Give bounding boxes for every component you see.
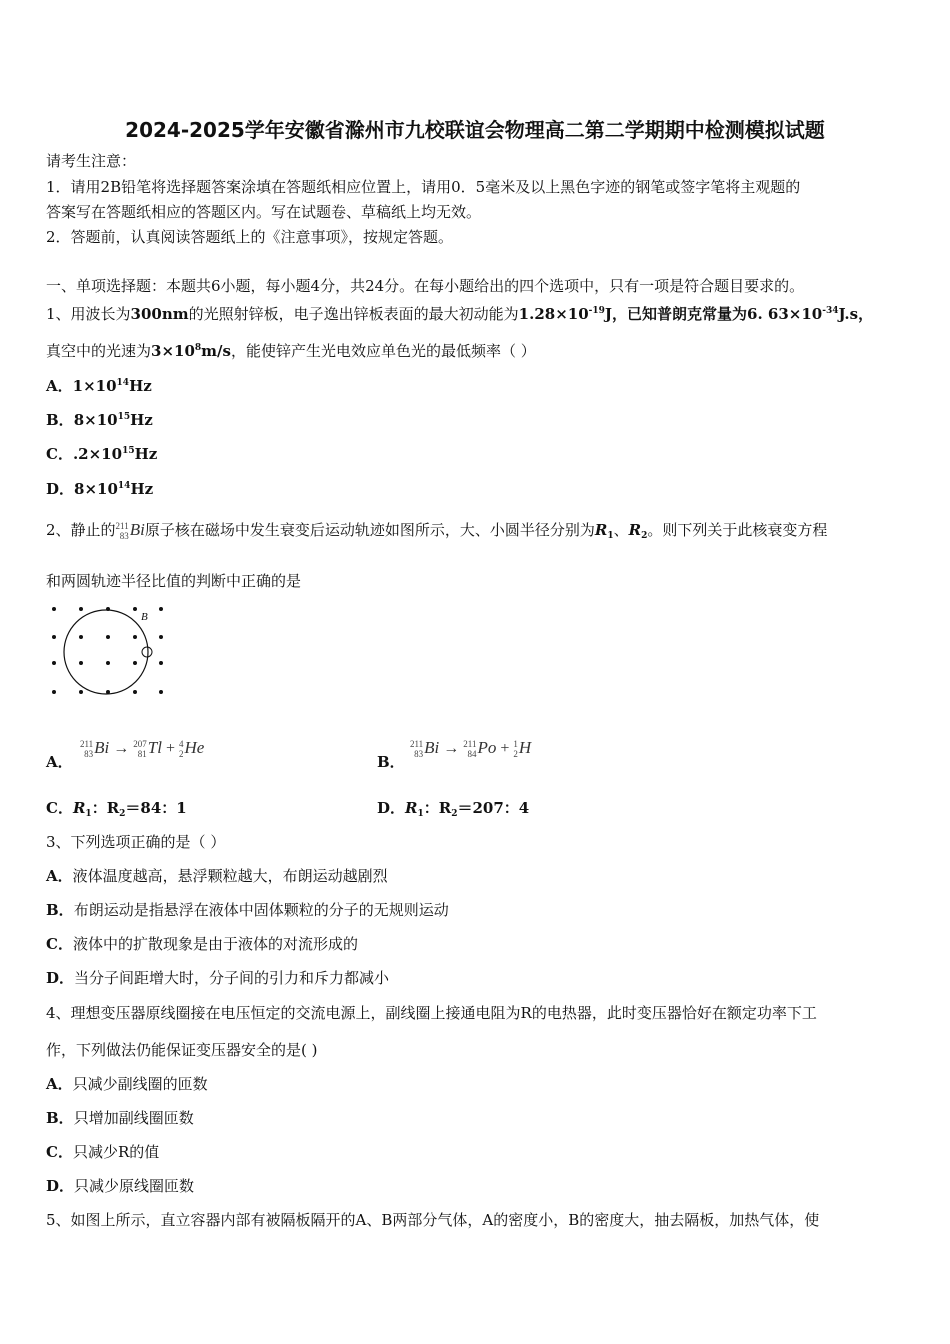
- field-dot: [106, 635, 110, 639]
- field-dot: [159, 635, 163, 639]
- field-dot: [52, 635, 56, 639]
- question-3-stem: 3、下列选项正确的是（ ）: [46, 833, 226, 851]
- mass-number: 4: [179, 739, 184, 750]
- isotope-mass: 211: [115, 521, 129, 532]
- q1-speed: 3×10: [151, 342, 195, 360]
- large-orbit: [64, 610, 148, 694]
- notice-heading: 请考生注意：: [46, 152, 137, 170]
- q2-option-b-label[interactable]: B．: [377, 753, 405, 771]
- r-symbol: R: [405, 799, 418, 817]
- mass-number: 211: [463, 739, 477, 750]
- ratio-value: ＝84：1: [125, 799, 187, 817]
- q2-option-a-label[interactable]: A．: [46, 753, 73, 771]
- field-dot: [52, 607, 56, 611]
- field-dot: [79, 635, 83, 639]
- question-2-stem-2: 和两圆轨迹半径比值的判断中正确的是: [46, 572, 302, 590]
- field-dot: [159, 690, 163, 694]
- q2-text: 2、静止的: [46, 521, 116, 539]
- atomic-number: 2: [513, 749, 518, 760]
- option-exp: 14: [117, 481, 131, 491]
- question-1-stem-2: [46, 338, 536, 361]
- element-symbol: Bi: [424, 738, 440, 757]
- subscript: 1: [85, 809, 92, 819]
- separator: 、: [613, 521, 629, 539]
- option-unit: Hz: [134, 445, 158, 463]
- q2-text: 。则下列关于此核衰变方程: [647, 521, 828, 539]
- plus: +: [500, 740, 510, 757]
- bi-isotope: [116, 515, 145, 545]
- q1-wavelength: 300nm: [130, 305, 189, 323]
- q3-option-d[interactable]: [46, 968, 389, 988]
- option-label: A．: [46, 867, 73, 885]
- q1-text: 1、用波长为: [46, 305, 131, 323]
- subscript: 2: [451, 809, 458, 819]
- option-label: D．: [377, 799, 406, 817]
- q1-option-c[interactable]: [46, 441, 157, 464]
- arrow: →: [443, 740, 460, 757]
- ratio-mid: ：R: [423, 799, 452, 817]
- field-dot: [133, 690, 137, 694]
- q1-planck: 6. 63×10: [747, 305, 823, 323]
- r1-symbol: R: [594, 521, 608, 539]
- option-exp: 15: [117, 412, 131, 422]
- subscript: 2: [119, 809, 126, 819]
- notice-item-2: 2．答题前，认真阅读答题纸上的《注意事项》，按规定答题。: [46, 228, 454, 246]
- mass-number: 207: [133, 739, 147, 750]
- option-text: 只减少原线圈匝数: [74, 1177, 195, 1195]
- q1-speed-unit: m/s: [201, 342, 231, 360]
- option-label: A．: [46, 377, 73, 395]
- field-dot: [79, 661, 83, 665]
- field-dot: [133, 661, 137, 665]
- page-title: 2024-2025学年安徽省滁州市九校联谊会物理高二第二学期期中检测模拟试题: [125, 118, 825, 142]
- mass-number: 1: [513, 739, 518, 750]
- isotope-symbol: Bi: [129, 520, 145, 539]
- mass-number: 211: [410, 739, 424, 750]
- element-symbol: H: [518, 738, 532, 757]
- r1-sub: 1: [607, 531, 614, 541]
- option-value: 8×10: [73, 411, 118, 429]
- q2-option-b-equation[interactable]: [410, 738, 531, 759]
- element-symbol: Po: [477, 738, 497, 757]
- field-label: B: [141, 611, 148, 623]
- option-value: 8×10: [74, 480, 118, 498]
- q4-option-a[interactable]: [46, 1074, 208, 1094]
- option-exp: 15: [122, 446, 135, 456]
- r-symbol: R: [72, 799, 86, 817]
- arrow: →: [113, 740, 130, 757]
- q1-energy-unit: J，已知普朗克常量为: [604, 305, 748, 323]
- element-symbol: He: [184, 738, 205, 757]
- atomic-number: 81: [137, 749, 147, 760]
- q1-text: 的光照射锌板，电子逸出锌板表面的最大初动能为: [188, 305, 519, 323]
- q4-option-c[interactable]: [46, 1142, 159, 1162]
- element-symbol: Tl: [147, 738, 162, 757]
- option-text: 布朗运动是指悬浮在液体中固体颗粒的分子的无规则运动: [73, 901, 449, 919]
- q1-text: 真空中的光速为: [46, 342, 152, 360]
- q2-option-a-equation[interactable]: [80, 738, 204, 759]
- ratio-value: ＝207：4: [457, 799, 530, 817]
- mass-number: 211: [80, 739, 94, 750]
- q2-option-d[interactable]: [377, 798, 529, 824]
- q1-option-a[interactable]: [46, 373, 152, 396]
- small-orbit: [142, 647, 152, 657]
- option-label: B．: [46, 411, 74, 429]
- q1-planck-exp: -34: [822, 306, 839, 316]
- option-text: 只减少副线圈的匝数: [72, 1075, 208, 1093]
- option-text: 当分子间距增大时，分子间的引力和斥力都减小: [74, 969, 390, 987]
- option-label: B．: [46, 901, 74, 919]
- option-text: 只增加副线圈匝数: [73, 1109, 194, 1127]
- magnetic-field-diagram: [44, 600, 174, 700]
- q4-option-b[interactable]: [46, 1108, 194, 1128]
- q1-energy: 1.28×10: [518, 305, 589, 323]
- subscript: 1: [417, 809, 424, 819]
- option-text: 液体温度越高，悬浮颗粒越大，布朗运动越剧烈: [72, 867, 388, 885]
- q2-option-c[interactable]: [46, 798, 187, 824]
- option-value: .2×10: [72, 445, 123, 463]
- field-dot: [79, 607, 83, 611]
- option-text: 只减少R的值: [72, 1143, 160, 1161]
- option-unit: Hz: [130, 480, 154, 498]
- q1-speed-exp: 8: [194, 343, 202, 353]
- field-dot: [52, 690, 56, 694]
- atomic-number: 84: [467, 749, 477, 760]
- q3-option-b[interactable]: [46, 900, 449, 920]
- ratio-mid: ：R: [91, 799, 120, 817]
- q1-planck-unit: J.s，: [838, 305, 874, 323]
- question-1-stem: [46, 301, 873, 324]
- option-label: D．: [46, 1177, 75, 1195]
- option-unit: Hz: [130, 411, 153, 429]
- field-dot: [106, 661, 110, 665]
- field-dot: [133, 607, 137, 611]
- field-dot: [159, 661, 163, 665]
- q2-text: 原子核在磁场中发生衰变后运动轨迹如图所示，大、小圆半径分别为: [144, 521, 595, 539]
- atomic-number: 83: [84, 749, 94, 760]
- field-dot: [79, 690, 83, 694]
- q1-option-d[interactable]: [46, 476, 153, 499]
- option-value: 1×10: [72, 377, 117, 395]
- option-label: C．: [46, 1143, 73, 1161]
- q1-energy-exp: -19: [588, 306, 605, 316]
- q3-option-c[interactable]: [46, 934, 358, 954]
- field-dot: [159, 607, 163, 611]
- option-label: C．: [46, 935, 73, 953]
- question-4-stem: 4、理想变压器原线圈接在电压恒定的交流电源上，副线圈上接通电阻为R的电热器，此时变压器恰好在额定功率下工: [46, 1004, 817, 1022]
- atomic-number: 83: [414, 749, 424, 760]
- field-dot: [52, 661, 56, 665]
- notice-item-1b: 答案写在答题纸相应的答题区内。写在试题卷、草稿纸上均无效。: [46, 203, 482, 221]
- notice-item-1a: 1．请用2B铅笔将选择题答案涂填在答题纸相应位置上，请用0．5毫米及以上黑色字迹的钢笔或签字笔将主观题的: [46, 178, 801, 196]
- section-1-heading: 一、单项选择题：本题共6小题，每小题4分，共24分。在每小题给出的四个选项中，只有一项是符合题目要求的。: [46, 277, 805, 295]
- r2-sub: 2: [641, 531, 648, 541]
- option-label: C．: [46, 799, 73, 817]
- isotope-numbers: [116, 521, 129, 541]
- q1-text: ，能使锌产生光电效应单色光的最低频率（ ）: [230, 342, 536, 360]
- option-label: A．: [46, 1075, 73, 1093]
- question-5-stem: 5、如图上所示，直立容器内部有被隔板隔开的A、B两部分气体，A的密度小，B的密度大，抽去隔板，加热气体，使: [46, 1211, 820, 1229]
- atomic-number: 2: [179, 749, 184, 760]
- option-label: D．: [46, 480, 75, 498]
- option-exp: 14: [116, 378, 130, 388]
- option-text: 液体中的扩散现象是由于液体的对流形成的: [72, 935, 358, 953]
- element-symbol: Bi: [94, 738, 110, 757]
- question-4-stem-2: 作，下列做法仍能保证变压器安全的是( ): [46, 1041, 318, 1059]
- q4-option-d[interactable]: [46, 1176, 194, 1196]
- option-label: C．: [46, 445, 73, 463]
- question-2-stem: [46, 515, 827, 551]
- q3-option-a[interactable]: [46, 866, 388, 886]
- option-unit: Hz: [129, 377, 152, 395]
- isotope-z: 83: [119, 531, 129, 542]
- option-label: B．: [46, 1109, 74, 1127]
- plus: +: [165, 740, 175, 757]
- r2-symbol: R: [628, 521, 642, 539]
- option-label: D．: [46, 969, 75, 987]
- q1-option-b[interactable]: [46, 407, 153, 430]
- field-dot: [133, 635, 137, 639]
